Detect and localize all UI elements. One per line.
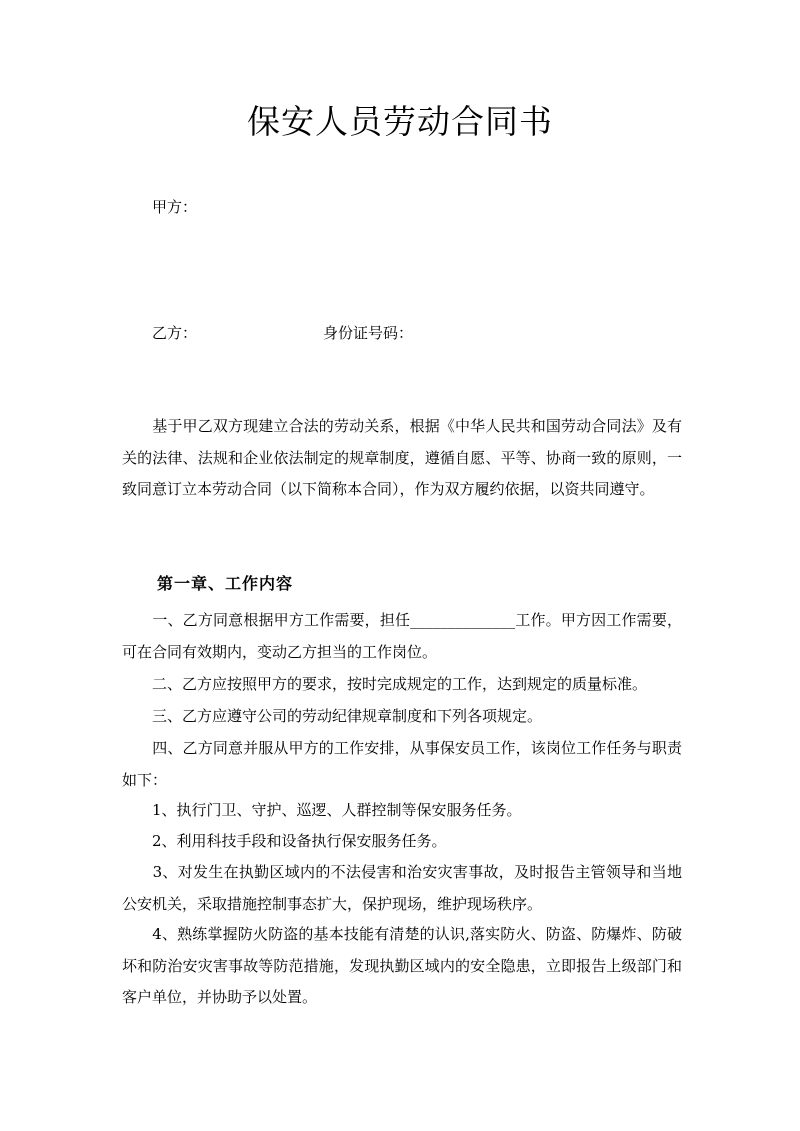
chapter-1-item-1 [122, 605, 682, 668]
chapter-1-item-2: 二、乙方应按照甲方的要求，按时完成规定的工作，达到规定的质量标准。 [122, 675, 648, 693]
duty-4: 4、熟练掌握防火防盗的基本技能有清楚的认识,落实防火、防盗、防爆炸、防破坏和防治安灾害事故等防范措施，发现执勤区域内的安全隐患，立即报告上级部门和客户单位，并协助予以处置。 [122, 925, 682, 1006]
chapter-1-item-4: 四、乙方同意并服从甲方的工作安排，从事保安员工作，该岗位工作任务与职责如下： [122, 739, 682, 789]
document-title: 保安人员劳动合同书 [247, 102, 553, 141]
id-number-label: 身份证号码： [323, 324, 414, 342]
chapter-1-heading: 第一章、工作内容 [157, 574, 294, 593]
item-1-suffix: 工作。甲方因工作需要，可在合同有效期内，变动乙方担当的工作岗位。 [122, 611, 682, 661]
duty-1: 1、执行门卫、守护、巡逻、人群控制等保安服务任务。 [122, 801, 522, 819]
duty-3: 3、对发生在执勤区域内的不法侵害和治安灾害事故，及时报告主管领导和当地公安机关，采取措施控制事态扩大，保护现场，维护现场秩序。 [122, 863, 682, 913]
job-title-blank: ______________ [410, 611, 516, 629]
duty-2: 2、利用科技手段和设备执行保安服务任务。 [122, 832, 447, 850]
item-1-prefix: 一、乙方同意根据甲方工作需要，担任 [122, 611, 411, 629]
chapter-1-item-3: 三、乙方应遵守公司的劳动纪律规章制度和下列各项规定。 [122, 707, 543, 725]
intro-paragraph: 基于甲乙双方现建立合法的劳动关系，根据《中华人民共和国劳动合同法》及有关的法律、法规和企业依法制定的规章制度，遵循自愿、平等、协商一致的原则，一致同意订立本劳动合同（以下简称本合同），作为双方履约依据，以资共同遵守。 [122, 417, 682, 498]
party-a-label: 甲方： [152, 198, 198, 216]
party-b-label: 乙方： [152, 324, 198, 342]
